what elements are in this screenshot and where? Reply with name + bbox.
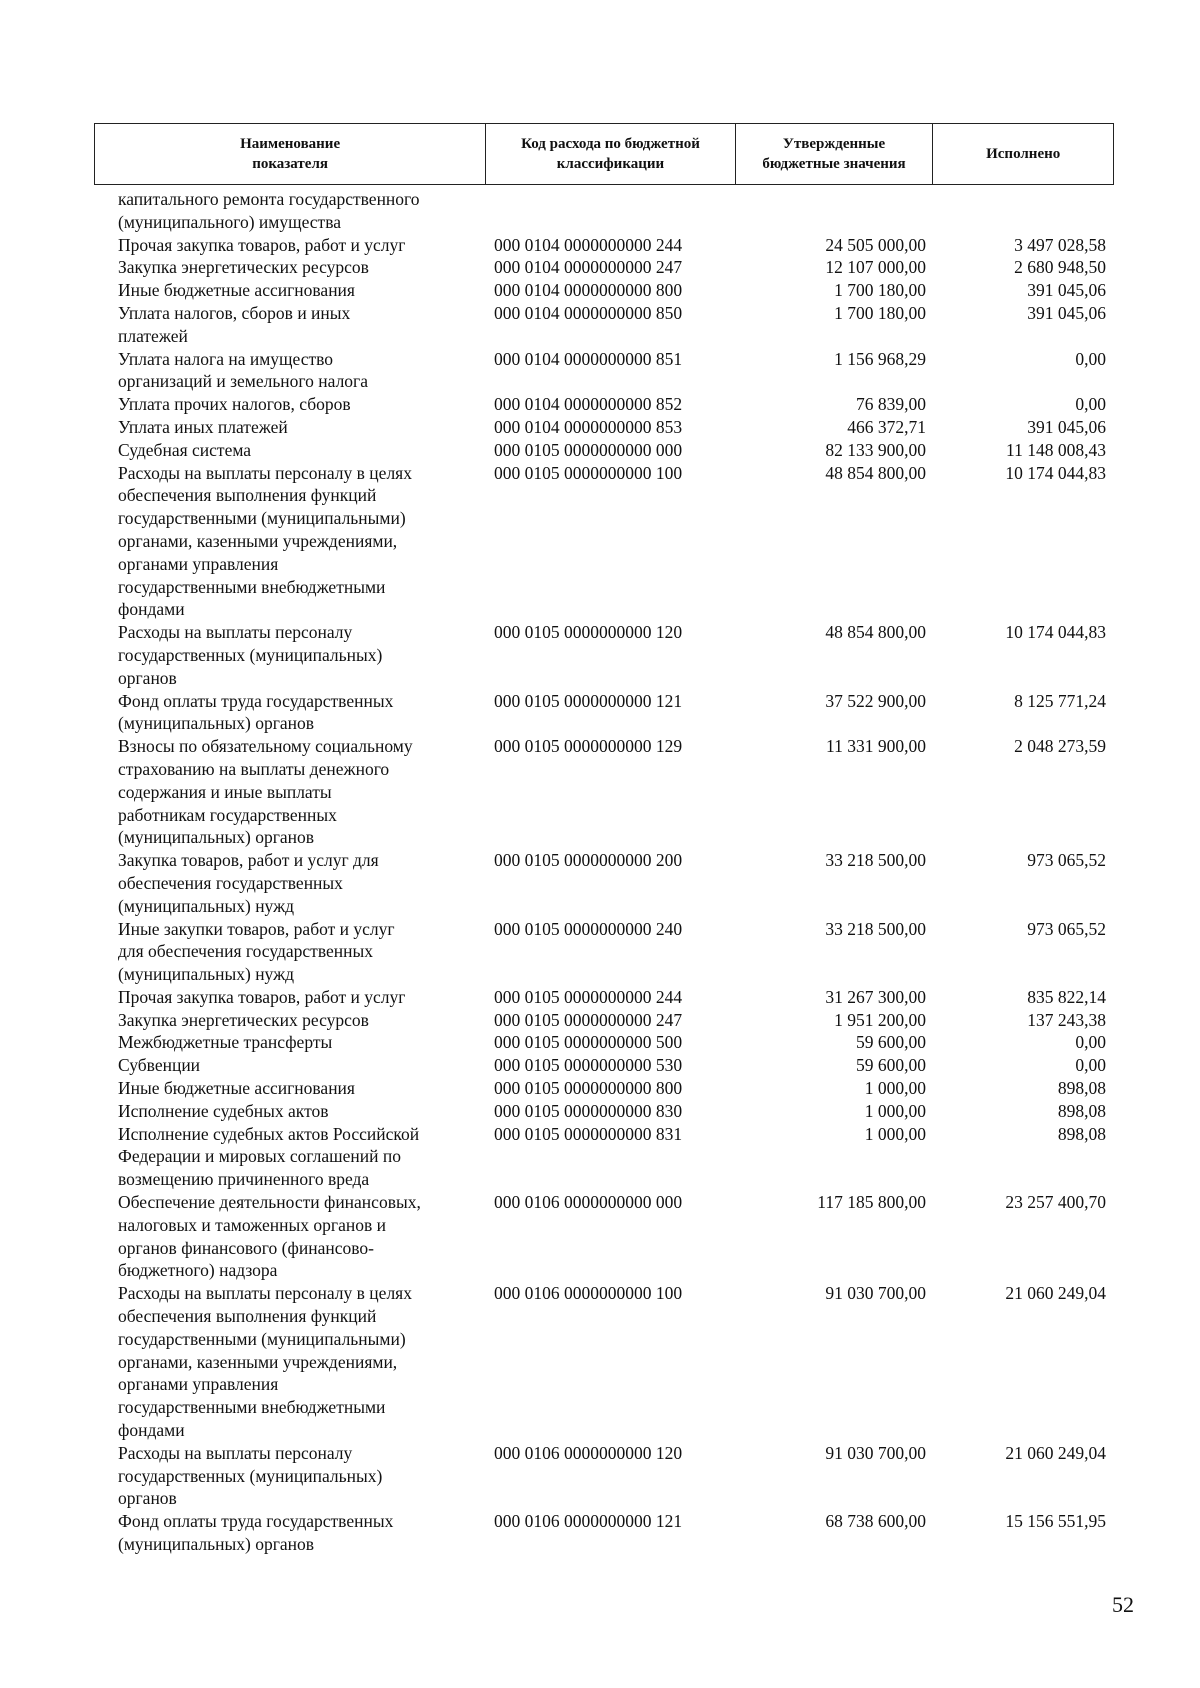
table-row — [94, 1009, 1114, 1032]
row-code: 000 0105 0000000000 240 — [494, 918, 683, 939]
row-name: Субвенции — [118, 1055, 201, 1076]
row-approved: 1 700 180,00 — [834, 280, 926, 301]
row-name: Межбюджетные трансферты — [118, 1032, 333, 1053]
table-header — [94, 123, 1114, 185]
row-executed: 898,08 — [1057, 1100, 1106, 1121]
table-row — [94, 690, 1114, 736]
row-name: Иные закупки товаров, работ и услуг для обеспечения государственных (муниципальных) нужд — [118, 918, 395, 985]
row-approved: 466 372,71 — [847, 416, 926, 437]
row-name: Иные бюджетные ассигнования — [118, 280, 355, 301]
row-code: 000 0105 0000000000 100 — [494, 462, 683, 483]
row-approved: 82 133 900,00 — [825, 439, 926, 460]
table-row — [94, 1077, 1114, 1100]
row-executed: 0,00 — [1075, 1032, 1106, 1053]
row-executed: 898,08 — [1057, 1123, 1106, 1144]
row-approved: 12 107 000,00 — [825, 257, 926, 278]
row-executed: 11 148 008,43 — [1006, 439, 1106, 460]
row-name: Иные бюджетные ассигнования — [118, 1078, 355, 1099]
header-executed-text: Исполнено — [986, 146, 1061, 162]
row-code: 000 0104 0000000000 850 — [494, 302, 683, 323]
table-row — [94, 302, 1114, 348]
budget-table — [94, 123, 1114, 1556]
row-approved: 1 156 968,29 — [834, 348, 926, 369]
table-row — [94, 735, 1114, 849]
row-approved: 11 331 900,00 — [826, 736, 926, 757]
row-code: 000 0105 0000000000 244 — [494, 986, 683, 1007]
table-row — [94, 348, 1114, 394]
row-name: Уплата налогов, сборов и иных платежей — [118, 302, 351, 346]
table-row — [94, 416, 1114, 439]
header-name-text: Наименование показателя — [240, 136, 341, 172]
table-row — [94, 1191, 1114, 1282]
table-row — [94, 1100, 1114, 1123]
row-code: 000 0104 0000000000 800 — [494, 280, 683, 301]
row-name: Расходы на выплаты персоналу государственных (муниципальных) органов — [118, 1442, 383, 1509]
row-approved: 117 185 800,00 — [817, 1192, 926, 1213]
row-executed — [934, 188, 1114, 234]
row-approved: 48 854 800,00 — [825, 462, 926, 483]
row-code: 000 0105 0000000000 129 — [494, 736, 683, 757]
row-name: Закупка товаров, работ и услуг для обеспечения государственных (муниципальных) нужд — [118, 850, 379, 916]
row-approved: 37 522 900,00 — [825, 690, 926, 711]
row-approved: 91 030 700,00 — [825, 1442, 926, 1463]
table-row — [94, 986, 1114, 1009]
row-name: Фонд оплаты труда государственных (муниципальных) органов — [118, 1511, 394, 1555]
row-code: 000 0106 0000000000 100 — [494, 1283, 683, 1304]
row-executed: 8 125 771,24 — [1014, 690, 1106, 711]
row-code: 000 0105 0000000000 120 — [494, 622, 683, 643]
header-name — [95, 124, 486, 184]
row-name: Прочая закупка товаров, работ и услуг — [118, 234, 406, 255]
row-executed: 15 156 551,95 — [1005, 1511, 1106, 1532]
row-approved: 1 000,00 — [864, 1100, 926, 1121]
table-body — [94, 188, 1114, 1556]
row-approved: 31 267 300,00 — [825, 986, 926, 1007]
row-approved: 68 738 600,00 — [825, 1511, 926, 1532]
row-name: Взносы по обязательному социальному страхованию на выплаты денежного содержания и иные выплаты работникам государственных (муниципальных) органов — [118, 736, 413, 848]
row-name: капитального ремонта государственного (муниципального) имущества — [118, 189, 420, 232]
page-number: 52 — [1112, 1592, 1134, 1617]
row-executed: 0,00 — [1075, 1055, 1106, 1076]
header-approved — [736, 124, 934, 184]
row-name: Судебная система — [118, 439, 252, 460]
row-code: 000 0104 0000000000 853 — [494, 416, 683, 437]
row-approved: 48 854 800,00 — [825, 622, 926, 643]
row-code: 000 0105 0000000000 831 — [494, 1123, 683, 1144]
row-name: Закупка энергетических ресурсов — [118, 1009, 369, 1030]
row-executed: 973 065,52 — [1027, 918, 1106, 939]
table-row — [94, 1282, 1114, 1442]
row-approved: 1 000,00 — [864, 1078, 926, 1099]
table-row — [94, 1123, 1114, 1191]
table-row — [94, 188, 1114, 234]
row-approved: 33 218 500,00 — [825, 918, 926, 939]
table-row — [94, 918, 1114, 986]
row-executed: 835 822,14 — [1027, 986, 1106, 1007]
row-name: Расходы на выплаты персоналу государственных (муниципальных) органов — [118, 622, 383, 688]
row-code: 000 0105 0000000000 247 — [494, 1009, 683, 1030]
row-code: 000 0104 0000000000 851 — [494, 348, 683, 369]
row-name: Исполнение судебных актов — [118, 1100, 329, 1121]
row-approved — [736, 188, 934, 234]
row-name: Расходы на выплаты персоналу в целях обеспечения выполнения функций государственными (муниципальными) органами, казенными учреждениями, органами управления государственными внебюджетными фондами — [118, 462, 412, 620]
row-code: 000 0105 0000000000 830 — [494, 1100, 683, 1121]
table-row — [94, 1510, 1114, 1556]
row-name: Уплата иных платежей — [118, 416, 288, 437]
row-name: Прочая закупка товаров, работ и услуг — [118, 986, 406, 1007]
row-code: 000 0104 0000000000 852 — [494, 394, 683, 415]
header-code-text: Код расхода по бюджетной классификации — [521, 136, 700, 172]
row-approved: 1 700 180,00 — [834, 302, 926, 323]
table-row — [94, 849, 1114, 917]
table-row — [94, 393, 1114, 416]
row-name: Фонд оплаты труда государственных (муниципальных) органов — [118, 690, 394, 734]
row-executed: 0,00 — [1075, 394, 1106, 415]
row-executed: 137 243,38 — [1027, 1009, 1106, 1030]
row-approved: 91 030 700,00 — [825, 1283, 926, 1304]
row-approved: 1 951 200,00 — [834, 1009, 926, 1030]
row-name: Уплата налога на имущество организаций и земельного налога — [118, 348, 368, 392]
table-row — [94, 256, 1114, 279]
row-code: 000 0105 0000000000 000 — [494, 439, 683, 460]
row-code: 000 0104 0000000000 247 — [494, 257, 683, 278]
row-executed: 973 065,52 — [1027, 850, 1106, 871]
table-row — [94, 279, 1114, 302]
row-executed: 2 680 948,50 — [1014, 257, 1106, 278]
row-code — [486, 188, 736, 234]
table-row — [94, 621, 1114, 689]
row-code: 000 0105 0000000000 500 — [494, 1032, 683, 1053]
row-executed: 10 174 044,83 — [1005, 622, 1106, 643]
row-executed: 391 045,06 — [1027, 280, 1106, 301]
row-executed: 391 045,06 — [1027, 416, 1106, 437]
row-code: 000 0106 0000000000 120 — [494, 1442, 683, 1463]
row-code: 000 0105 0000000000 200 — [494, 850, 683, 871]
row-code: 000 0106 0000000000 121 — [494, 1511, 683, 1532]
row-code: 000 0105 0000000000 121 — [494, 690, 683, 711]
row-approved: 33 218 500,00 — [825, 850, 926, 871]
row-approved: 24 505 000,00 — [825, 234, 926, 255]
table-row — [94, 1031, 1114, 1054]
table-row — [94, 234, 1114, 257]
row-executed: 3 497 028,58 — [1014, 234, 1106, 255]
row-executed: 2 048 273,59 — [1014, 736, 1106, 757]
row-code: 000 0104 0000000000 244 — [494, 234, 683, 255]
row-approved: 59 600,00 — [856, 1032, 926, 1053]
row-approved: 76 839,00 — [856, 394, 926, 415]
row-code: 000 0106 0000000000 000 — [494, 1192, 683, 1213]
row-executed: 21 060 249,04 — [1005, 1283, 1106, 1304]
header-code — [486, 124, 736, 184]
row-name: Расходы на выплаты персоналу в целях обеспечения выполнения функций государственными (муниципальными) органами, казенными учреждениями, органами управления государственными внебюджетными фондами — [118, 1283, 412, 1441]
row-executed: 898,08 — [1057, 1078, 1106, 1099]
row-code: 000 0105 0000000000 530 — [494, 1055, 683, 1076]
row-executed: 0,00 — [1075, 348, 1106, 369]
table-row — [94, 1442, 1114, 1510]
row-name: Исполнение судебных актов Российской Федерации и мировых соглашений по возмещению причиненного вреда — [118, 1123, 420, 1190]
table-row — [94, 462, 1114, 622]
row-executed: 21 060 249,04 — [1005, 1442, 1106, 1463]
table-row — [94, 439, 1114, 462]
row-approved: 1 000,00 — [864, 1123, 926, 1144]
row-executed: 391 045,06 — [1027, 302, 1106, 323]
row-code: 000 0105 0000000000 800 — [494, 1078, 683, 1099]
row-name: Обеспечение деятельности финансовых, налоговых и таможенных органов и органов финансового (финансово- бюджетного) надзора — [118, 1192, 421, 1281]
row-executed: 10 174 044,83 — [1005, 462, 1106, 483]
header-executed — [933, 124, 1113, 184]
row-approved: 59 600,00 — [856, 1055, 926, 1076]
row-name: Уплата прочих налогов, сборов — [118, 394, 351, 415]
header-approved-text: Утвержденные бюджетные значения — [762, 136, 906, 172]
row-executed: 23 257 400,70 — [1005, 1192, 1106, 1213]
row-name: Закупка энергетических ресурсов — [118, 257, 369, 278]
table-row — [94, 1054, 1114, 1077]
